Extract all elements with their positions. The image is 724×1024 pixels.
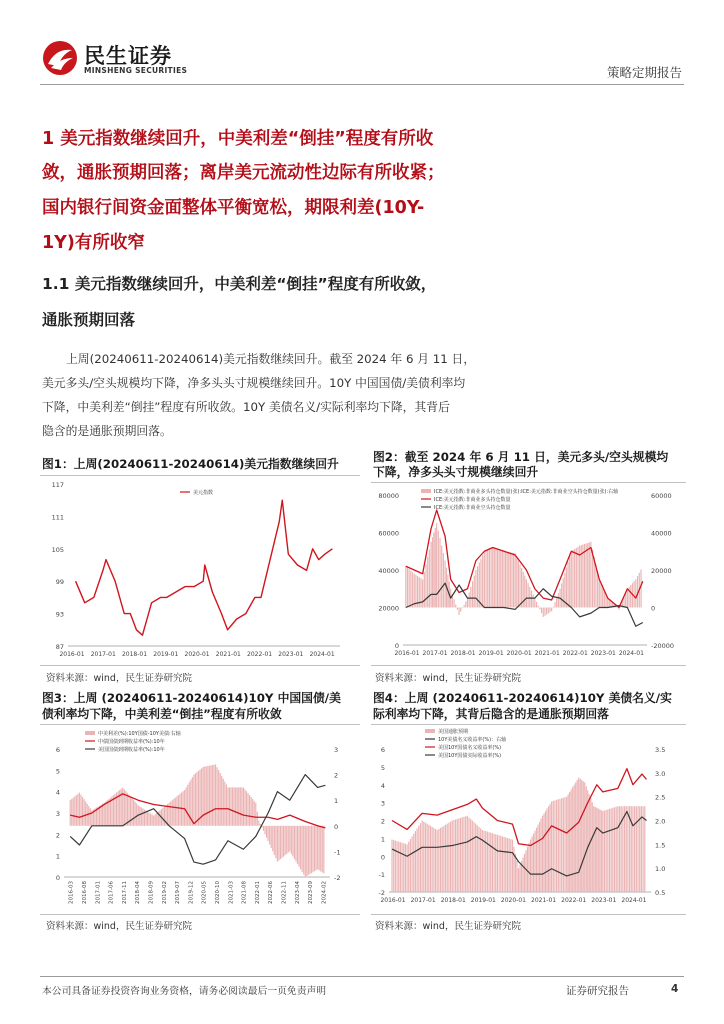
y-right-tick-label: -2 bbox=[334, 874, 341, 882]
y-tick-label: 0 bbox=[55, 874, 60, 882]
figure-4-title-line-2: 际利率均下降，其背后隐含的是通胀预期回落 bbox=[373, 707, 609, 721]
minsheng-logo-icon bbox=[42, 40, 78, 76]
y-tick-label: 2 bbox=[380, 817, 385, 826]
legend-label: 美国10Y国债名义收益率(%) bbox=[438, 745, 502, 751]
x-tick-label: 2019-01 bbox=[478, 650, 504, 657]
y-right-tick-label: 3.0 bbox=[655, 769, 666, 778]
figure-2-bottom-rule bbox=[371, 665, 686, 666]
x-tick-label: 2020-10 bbox=[214, 881, 221, 904]
y-right-tick-label: 0 bbox=[334, 822, 339, 831]
y-tick-label: 0 bbox=[394, 642, 399, 650]
brand-name-cn: 民生证券 bbox=[84, 44, 172, 68]
body-paragraph-line-4: 隐含的是通胀预期回落。 bbox=[42, 424, 172, 438]
legend-label: 10Y美债名义收益率(%)：右轴 bbox=[438, 737, 507, 743]
figure-4-source: 资料来源：wind，民生证券研究院 bbox=[375, 921, 521, 932]
x-tick-label: 2020-01 bbox=[500, 897, 526, 904]
y-tick-label: 3 bbox=[55, 810, 60, 818]
y-tick-label: 60000 bbox=[378, 529, 399, 538]
y-tick-label: 0 bbox=[380, 853, 385, 862]
x-tick-label: 2022-06 bbox=[268, 881, 275, 904]
y-right-tick-label: 60000 bbox=[651, 492, 672, 500]
body-paragraph-line-3: 下降，中美利差“倒挂”程度有所收敛。10Y 美债名义/实际利率均下降，其背后 bbox=[42, 400, 450, 414]
x-tick-label: 2022-01 bbox=[562, 650, 588, 657]
y-right-tick-label: 40000 bbox=[651, 529, 672, 538]
y-right-tick-label: 0 bbox=[651, 604, 656, 613]
y-right-tick-label: 0.5 bbox=[655, 889, 666, 897]
x-tick-label: 2017-11 bbox=[121, 881, 128, 904]
y-right-tick-label: 1 bbox=[334, 797, 339, 806]
figure-1-source: 资料来源：wind，民生证券研究院 bbox=[46, 673, 192, 684]
x-tick-label: 2016-01 bbox=[59, 651, 85, 658]
x-tick-label: 2024-01 bbox=[309, 651, 335, 658]
y-tick-label: 5 bbox=[55, 767, 60, 776]
figure-3-bottom-rule bbox=[40, 914, 360, 915]
legend-label: 美国国债到期收益率(%):10年 bbox=[98, 747, 165, 753]
y-tick-label: 4 bbox=[55, 788, 60, 797]
x-tick-label: 2018-04 bbox=[135, 881, 142, 904]
x-tick-label: 2016-01 bbox=[380, 897, 406, 904]
figure-4-chart bbox=[371, 727, 686, 912]
figure-2-rule bbox=[371, 482, 686, 483]
legend-label: ICE:美元指数:非商业多头持仓数量(张):ICE:美元指数:非商业空头持仓数量(张):右轴 bbox=[434, 489, 619, 495]
legend-label: 美国通胀预期 bbox=[438, 729, 469, 735]
x-tick-label: 2019-01 bbox=[470, 897, 496, 904]
x-tick-label: 2018-01 bbox=[450, 650, 476, 657]
figure-2-source: 资料来源：wind，民生证券研究院 bbox=[375, 673, 521, 684]
x-tick-label: 2019-01 bbox=[153, 651, 179, 658]
y-tick-label: 40000 bbox=[378, 567, 399, 575]
figure-1-chart bbox=[40, 478, 360, 663]
brand-name-en: MINSHENG SECURITIES bbox=[84, 66, 188, 75]
figure-2-title-line-1: 图2：截至 2024 年 6 月 11 日，美元多头/空头规模均 bbox=[373, 450, 669, 464]
x-tick-label: 2019-02 bbox=[161, 881, 168, 904]
x-tick-label: 2022-01 bbox=[254, 881, 261, 904]
x-tick-label: 2019-12 bbox=[188, 881, 195, 904]
legend-swatch bbox=[425, 729, 435, 733]
y-tick-label: 6 bbox=[55, 746, 60, 754]
x-tick-label: 2017-06 bbox=[108, 881, 115, 904]
x-tick-label: 2023-01 bbox=[591, 897, 617, 904]
x-tick-label: 2023-01 bbox=[590, 650, 616, 657]
legend-label: ICE:美元指数:非商业多头持仓数量 bbox=[434, 497, 511, 503]
x-tick-label: 2017-01 bbox=[90, 651, 116, 658]
footer-divider bbox=[40, 976, 684, 977]
x-tick-label: 2018-01 bbox=[440, 897, 466, 904]
y-right-tick-label: 3 bbox=[334, 746, 339, 754]
body-paragraph-line-2: 美元多头/空头规模均下降，净多头头寸规模继续回升。10Y 中国国债/美债利率均 bbox=[42, 376, 466, 390]
page-number: 4 bbox=[671, 983, 679, 995]
y-tick-label: 111 bbox=[51, 513, 64, 522]
footer-disclaimer: 本公司具备证券投资咨询业务资格，请务必阅读最后一页免责声明 bbox=[42, 986, 327, 997]
figure-3-chart bbox=[40, 727, 360, 912]
report-type-label: 策略定期报告 bbox=[606, 65, 682, 80]
x-tick-label: 2019-07 bbox=[175, 881, 182, 904]
y-right-tick-label: 2.5 bbox=[655, 793, 666, 802]
x-tick-label: 2024-01 bbox=[621, 897, 647, 904]
y-tick-label: 4 bbox=[380, 781, 385, 790]
y-tick-label: 117 bbox=[51, 481, 64, 489]
x-tick-label: 2022-01 bbox=[247, 651, 273, 658]
legend-label: 中债国债到期收益率(%):10年 bbox=[98, 739, 165, 745]
y-tick-label: 1 bbox=[380, 835, 385, 844]
y-right-tick-label: -1 bbox=[334, 848, 341, 857]
y-right-tick-label: 3.5 bbox=[655, 746, 666, 754]
figure-3-rule bbox=[40, 724, 360, 725]
y-tick-label: 80000 bbox=[378, 492, 399, 500]
legend-label: ICE:美元指数:非商业空头持仓数量 bbox=[434, 505, 511, 511]
y-tick-label: 2 bbox=[55, 831, 60, 840]
header-divider bbox=[40, 84, 684, 85]
x-tick-label: 2016-08 bbox=[81, 881, 88, 904]
figure-4-bottom-rule bbox=[371, 914, 686, 915]
y-right-tick-label: 2.0 bbox=[655, 817, 666, 826]
x-tick-label: 2020-05 bbox=[201, 881, 208, 904]
x-tick-label: 2017-01 bbox=[410, 897, 436, 904]
x-tick-label: 2021-03 bbox=[228, 881, 235, 904]
y-tick-label: 105 bbox=[51, 545, 64, 554]
x-tick-label: 2021-01 bbox=[531, 897, 557, 904]
x-tick-label: 2016-03 bbox=[68, 881, 75, 904]
subsection-heading-line-1: 1.1 美元指数继续回升，中美利差“倒挂”程度有所收敛， bbox=[42, 275, 437, 293]
legend-label: 美国10Y国债实际收益率(%) bbox=[438, 753, 502, 759]
figure-4-rule bbox=[371, 724, 686, 725]
y-tick-label: 5 bbox=[380, 763, 385, 772]
x-tick-label: 2024-01 bbox=[618, 650, 644, 657]
y-tick-label: -2 bbox=[378, 889, 385, 897]
figure-2-chart bbox=[371, 485, 686, 663]
y-right-tick-label: 1.5 bbox=[655, 841, 666, 850]
x-tick-label: 2021-01 bbox=[215, 651, 241, 658]
x-tick-label: 2021-08 bbox=[241, 881, 248, 904]
subsection-heading-line-2: 通胀预期回落 bbox=[42, 311, 136, 329]
legend-label: 中美利差(%):10Y国债-10Y美债:右轴 bbox=[98, 731, 181, 737]
body-paragraph-line-1: 上周(20240611-20240614)美元指数继续回升。截至 2024 年 6 月 11 日， bbox=[66, 352, 476, 366]
y-tick-label: 99 bbox=[55, 578, 64, 587]
y-right-tick-label: 1.0 bbox=[655, 865, 666, 874]
x-tick-label: 2023-01 bbox=[278, 651, 304, 658]
footer-label: 证券研究报告 bbox=[566, 985, 629, 997]
x-tick-label: 2017-01 bbox=[95, 881, 102, 904]
y-tick-label: 93 bbox=[55, 610, 64, 619]
section-heading-line-3: 国内银行间资金面整体平衡宽松，期限利差(10Y- bbox=[42, 198, 425, 218]
y-tick-label: 87 bbox=[55, 643, 64, 651]
section-heading-line-2: 敛，通胀预期回落；离岸美元流动性边际有所收紧； bbox=[42, 163, 445, 183]
x-tick-label: 2022-01 bbox=[561, 897, 587, 904]
y-tick-label: 1 bbox=[55, 852, 60, 861]
x-tick-label: 2018-01 bbox=[121, 651, 148, 658]
figure-3-source: 资料来源：wind，民生证券研究院 bbox=[46, 921, 192, 932]
y-right-tick-label: 2 bbox=[334, 771, 339, 780]
x-tick-label: 2024-02 bbox=[321, 881, 328, 904]
y-tick-label: -1 bbox=[378, 871, 385, 880]
x-tick-label: 2022-11 bbox=[281, 881, 288, 904]
x-tick-label: 2021-01 bbox=[534, 650, 560, 657]
y-tick-label: 6 bbox=[380, 746, 385, 754]
y-right-tick-label: -20000 bbox=[651, 642, 675, 650]
x-tick-label: 2017-01 bbox=[422, 650, 448, 657]
y-tick-label: 3 bbox=[380, 799, 385, 808]
figure-1-bottom-rule bbox=[40, 665, 360, 666]
x-tick-label: 2023-04 bbox=[294, 881, 301, 904]
x-tick-label: 2016-01 bbox=[394, 650, 420, 657]
legend-swatch bbox=[421, 489, 431, 493]
legend-swatch bbox=[85, 731, 95, 735]
x-tick-label: 2020-01 bbox=[506, 650, 532, 657]
figure-3-title-line-1: 图3：上周 (20240611-20240614)10Y 中国国债/美 bbox=[42, 691, 341, 705]
x-tick-label: 2018-09 bbox=[148, 881, 155, 904]
y-tick-label: 20000 bbox=[378, 604, 399, 613]
legend-label: 美元指数 bbox=[193, 490, 214, 496]
figure-1-rule bbox=[40, 475, 360, 476]
x-tick-label: 2020-01 bbox=[184, 651, 210, 658]
figure-1-title: 图1：上周(20240611-20240614)美元指数继续回升 bbox=[42, 457, 339, 471]
x-tick-label: 2023-09 bbox=[308, 881, 315, 904]
section-heading-line-4: 1Y)有所收窄 bbox=[42, 233, 145, 253]
section-heading-line-1: 1 美元指数继续回升，中美利差“倒挂”程度有所收 bbox=[42, 129, 434, 149]
figure-3-title-line-2: 债利率均下降，中美利差“倒挂”程度有所收敛 bbox=[42, 707, 282, 721]
y-right-tick-label: 20000 bbox=[651, 567, 672, 575]
series-line-0 bbox=[76, 500, 333, 635]
figure-4-title-line-1: 图4：上周 (20240611-20240614)10Y 美债名义/实 bbox=[373, 691, 672, 705]
figure-2-title-line-2: 下降，净多头头寸规模继续回升 bbox=[373, 465, 539, 479]
